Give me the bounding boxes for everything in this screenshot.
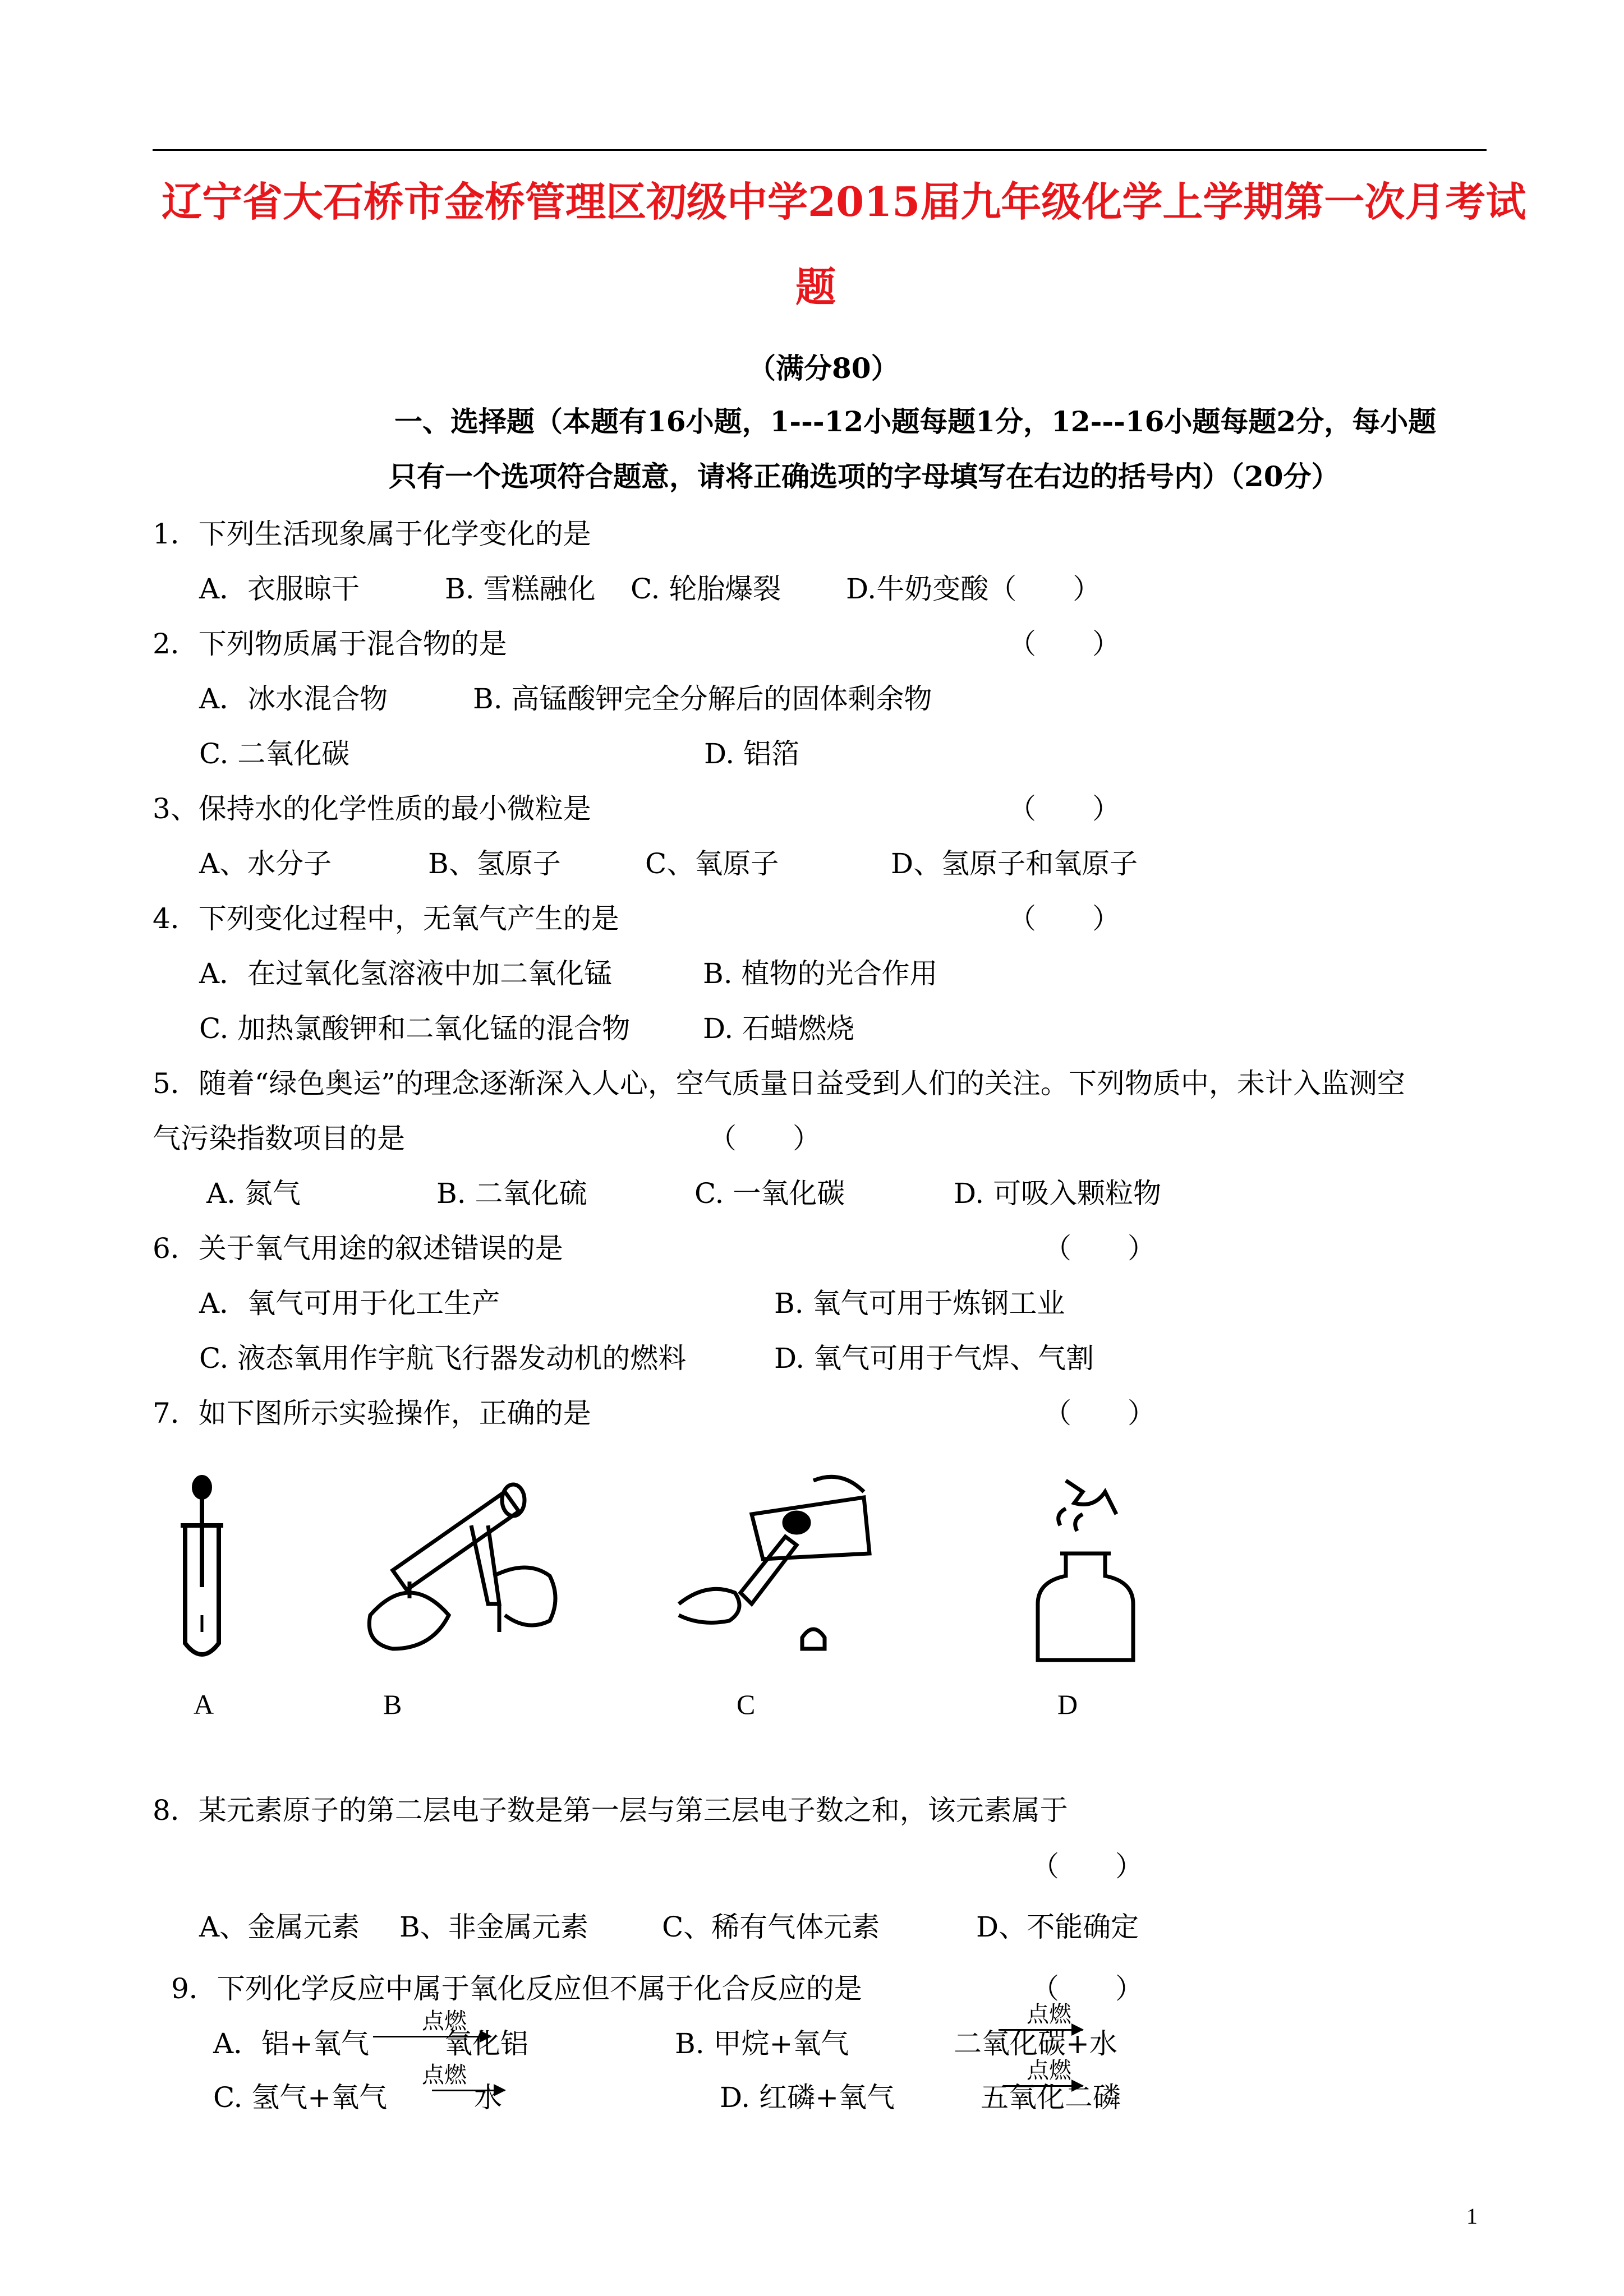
q8-option-d: D、不能确定 xyxy=(976,1911,1139,1943)
q9-option-d-product: 五氧化二磷 xyxy=(981,2081,1121,2114)
q3-option-c: C、氧原子 xyxy=(645,847,779,880)
q9-bracket: （ ） xyxy=(1031,1972,1143,2005)
q4-option-a: A．在过氧化氢溶液中加二氧化锰 xyxy=(199,957,613,990)
q7-stem: 7．如下图所示实验操作，正确的是 xyxy=(153,1397,591,1430)
q6-stem: 6．关于氧气用途的叙述错误的是 xyxy=(153,1232,563,1265)
figure-a-dropper-test-tube xyxy=(168,1475,236,1666)
q6-bracket: （ ） xyxy=(1043,1232,1156,1265)
figure-d-gas-bottle-test xyxy=(1021,1469,1156,1671)
q5-stem-line2: 气污染指数项目的是 xyxy=(153,1122,405,1155)
q5-bracket: （ ） xyxy=(709,1122,821,1155)
q5-option-d: D. 可吸入颗粒物 xyxy=(954,1177,1162,1210)
figure-label-d: D xyxy=(1057,1689,1078,1720)
q9-option-a-product: 氧化铝 xyxy=(444,2027,528,2060)
q9-option-c-product: 水 xyxy=(474,2081,502,2114)
q8-bracket: （ ） xyxy=(1031,1850,1143,1883)
q2-bracket: （ ） xyxy=(1008,628,1120,660)
q5-option-a: A. 氮气 xyxy=(206,1177,301,1210)
q1-option-b: B. 雪糕融化 xyxy=(445,573,596,605)
q2-option-b: B. 高锰酸钾完全分解后的固体剩余物 xyxy=(473,683,932,715)
q9-option-c-reactants: C. 氢气+氧气 xyxy=(213,2081,388,2114)
section-heading-line2: 只有一个选项符合题意，请将正确选项的字母填写在右边的括号内）（20分） xyxy=(389,460,1340,493)
q9-option-b-product: 二氧化碳+水 xyxy=(954,2027,1117,2060)
header-rule xyxy=(153,149,1487,151)
q3-option-b: B、氢原子 xyxy=(428,847,561,880)
q9-option-b-condition: 点燃 xyxy=(1027,2002,1071,2027)
q2-option-d: D. 铝箔 xyxy=(704,737,800,770)
figure-label-b: B xyxy=(383,1689,402,1720)
q9-option-c-condition: 点燃 xyxy=(422,2062,467,2088)
q8-option-c: C、稀有气体元素 xyxy=(662,1911,880,1943)
q2-option-c: C. 二氧化碳 xyxy=(199,737,350,770)
q6-option-c: C. 液态氧用作宇航飞行器发动机的燃料 xyxy=(199,1342,687,1375)
q9-option-a-condition: 点燃 xyxy=(422,2008,467,2034)
q9-stem: 9．下列化学反应中属于氧化反应但不属于化合反应的是 xyxy=(171,1972,862,2005)
q3-option-a: A、水分子 xyxy=(199,847,332,880)
q8-stem: 8．某元素原子的第二层电子数是第一层与第三层电子数之和，该元素属于 xyxy=(153,1794,1068,1827)
q1-option-d: D.牛奶变酸（ ） xyxy=(846,573,1101,605)
q8-option-a: A、金属元素 xyxy=(199,1911,360,1943)
q6-option-b: B. 氧气可用于炼钢工业 xyxy=(774,1287,1065,1320)
page-number: 1 xyxy=(1466,2203,1478,2229)
q3-option-d: D、氢原子和氧原子 xyxy=(891,847,1138,880)
q9-option-d-reactants: D. 红磷+氧气 xyxy=(720,2081,895,2114)
section-heading-line1: 一、选择题（本题有16小题，1---12小题每题1分，12---16小题每题2分，每小题 xyxy=(394,405,1437,438)
figure-b-heating-test-tube xyxy=(359,1469,572,1660)
q9-option-d-condition: 点燃 xyxy=(1027,2058,1071,2083)
q1-option-a: A．衣服晾干 xyxy=(199,573,360,605)
q3-stem: 3、保持水的化学性质的最小微粒是 xyxy=(153,792,591,825)
q4-bracket: （ ） xyxy=(1008,902,1120,935)
figure-label-a: A xyxy=(194,1689,214,1720)
q8-option-b: B、非金属元素 xyxy=(399,1911,588,1943)
q5-option-c: C. 一氧化碳 xyxy=(694,1177,845,1210)
score-note: （满分80） xyxy=(748,352,899,385)
q6-option-a: A．氧气可用于化工生产 xyxy=(199,1287,500,1320)
q4-option-b: B. 植物的光合作用 xyxy=(703,957,938,990)
figure-label-c: C xyxy=(737,1689,756,1720)
q7-bracket: （ ） xyxy=(1043,1397,1156,1430)
q9-option-a-reactants: A．铝+氧气 xyxy=(213,2027,370,2060)
title-line2: 题 xyxy=(795,263,836,311)
q2-option-a: A．冰水混合物 xyxy=(199,683,388,715)
title-line1: 辽宁省大石桥市金桥管理区初级中学2015届九年级化学上学期第一次月考试 xyxy=(162,178,1526,225)
figure-c-pouring-liquid xyxy=(673,1469,898,1660)
q4-stem: 4．下列变化过程中，无氧气产生的是 xyxy=(153,902,619,935)
q3-bracket: （ ） xyxy=(1008,792,1120,825)
q6-option-d: D. 氧气可用于气焊、气割 xyxy=(774,1342,1094,1375)
q9-option-b-reactants: B. 甲烷+氧气 xyxy=(675,2027,849,2060)
q4-option-c: C. 加热氯酸钾和二氧化锰的混合物 xyxy=(199,1012,631,1045)
q5-option-b: B. 二氧化硫 xyxy=(436,1177,587,1210)
q2-stem: 2．下列物质属于混合物的是 xyxy=(153,628,507,660)
q1-stem: 1．下列生活现象属于化学变化的是 xyxy=(153,518,591,550)
q4-option-d: D. 石蜡燃烧 xyxy=(703,1012,855,1045)
q5-stem-line1: 5．随着“绿色奥运”的理念逐渐深入人心，空气质量日益受到人们的关注。下列物质中，未计入监测空 xyxy=(153,1067,1405,1100)
q1-option-c: C. 轮胎爆裂 xyxy=(631,573,781,605)
